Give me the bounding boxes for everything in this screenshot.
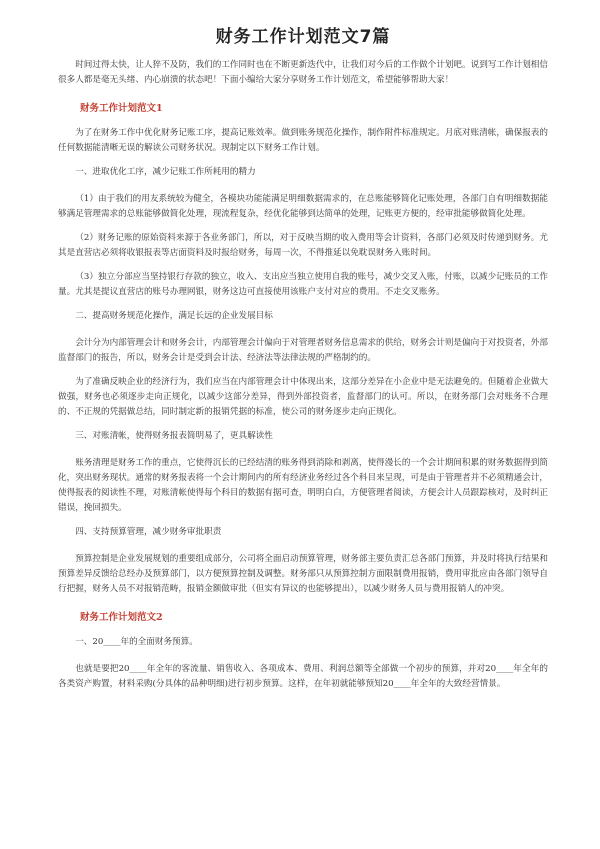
section1-paragraph-7: 账务清理是财务工作的重点，它使得沉长的已经结清的账务得到消除和剥离，使得漫长的一个会计期间积累的财务数据得到简化，突出财务现状。通常的财务报表将一个会计期间内的所有经济业务经过各个科目来呈现，可是由于管理者并不必须精通会计，使得报表的阅读性不理，对账清帐使得每个科目的数据有据可查，明明白白，方便管理者阅读，方便会计人员跟踪核对，及时纠正错误，挽回损失。 bbox=[58, 458, 548, 513]
section-heading-1: 财务工作计划范文1 bbox=[80, 103, 163, 114]
section-heading-2: 财务工作计划范文2 bbox=[80, 612, 163, 623]
section1-paragraph-5: 会计分为内部管理会计和财务会计，内部管理会计偏向于对管理者财务信息需求的供给，财务会计则是偏向于对投资者，外部监督部门的报告，所以，财务会计是受到会计法、经济法等法律法规的严格制约的。 bbox=[58, 338, 548, 363]
section1-subheading-2: 二、提高财务规范化操作，满足长远的企业发展目标 bbox=[75, 311, 273, 321]
section1-subheading-3: 三、对账清帐，使得财务报表简明易了，更具解读性 bbox=[75, 431, 273, 441]
section1-subheading-4: 四、支持预算管理，减少财务审批职责 bbox=[75, 527, 222, 537]
section1-paragraph-2: （1）由于我们的用友系统较为健全，各模块功能能满足明细数据需求的，在总账能够简化记账处理，各部门自有明细数据能够满足管理需求的总账能够做简化处理，现流程复杂，经优化能够到达简单的处理，记账更方便的，经审批能够做简化处理。 bbox=[58, 194, 548, 219]
section2-subheading-1: 一、20____年的全面财务预算。 bbox=[75, 637, 198, 647]
section1-paragraph-3: （2）财务记账的原始资料来源于各业务部门，所以，对于反映当期的收入费用等会计资料，各部门必须及时传递到财务。尤其是直营店必须将收银报表等店面资料及时报给财务，每周一次，不得推延以免耽误财务入账时间。 bbox=[58, 233, 548, 258]
section1-paragraph-8: 预算控制是企业发展规划的重要组成部分，公司将全面启动预算管理，财务部主要负责汇总各部门预算，并及时将执行结果和预算差异反馈给总经办及预算部门，以方便预算控制及调整。财务部只从预算控制方面限制费用报销，费用审批应由各部门领导自行把握，财务人员不对报销范畴，报销金额做审批（但实有异议的也能够提出），以减少财务人员与费用报销人的冲突。 bbox=[58, 554, 548, 594]
section1-paragraph-1: 为了在财务工作中优化财务记账工序，提高记账效率。做到账务规范化操作，制作附件标准规定。月底对账清帐，确保报表的任何数据能清晰无误的解读公司财务状况。现制定以下财务工作计划。 bbox=[58, 128, 548, 153]
page-title: 财务工作计划范文7篇 bbox=[215, 27, 391, 47]
section1-paragraph-4: （3）独立分部应当坚持银行存款的独立，收入、支出应当独立使用自我的账号，减少交叉入账，付账，以减少记账员的工作量。尤其是提议直营店的账号办理网银，财务这边可直接使用该账户支付对应的费用。不走交叉账务。 bbox=[58, 272, 548, 297]
section2-paragraph-1: 也就是要把20____年全年的客流量、销售收入、各项成本、费用、利润总额等全部做一个初步的预算，并对20____年全年的各类资产购置，材料采购(分具体的品种明细)进行初步预算。这样，在年初就能够预知20____年全年的大致经营情景。 bbox=[58, 664, 548, 689]
section1-paragraph-6: 为了准确反映企业的经济行为，我们应当在内部管理会计中体现出来，这部分差异在小企业中是无法避免的。但随着企业做大做强，财务也必须逐步走向正规化，以减少这部分差异，得到外部投资者，监督部门的认可。所以，在财务部门会对账务不合理的、不正规的凭据做总结，同时制定新的报销凭据的标准，使公司的财务逐步走向正规化。 bbox=[58, 377, 548, 417]
section1-subheading-1: 一、进取优化工序，减少记账工作所耗用的精力 bbox=[75, 167, 256, 177]
intro-paragraph: 时间过得太快，让人猝不及防，我们的工作同时也在不断更新迭代中，让我们对今后的工作做个计划吧。说到写工作计划相信很多人都是毫无头绪、内心崩溃的状态吧！下面小编给大家分享财务工作计划范文，希望能够帮助大家！ bbox=[58, 60, 548, 85]
